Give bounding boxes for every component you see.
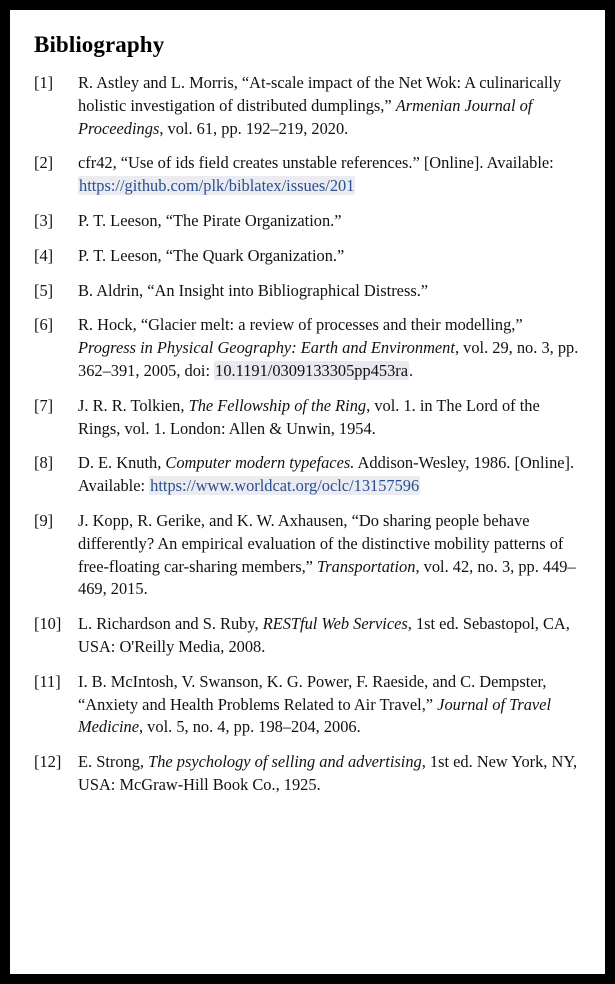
entry-text-run: , vol. 5, no. 4, pp. 198–204, 2006. xyxy=(138,717,361,737)
entry-title-italic: Armenian Journal of Proceedings xyxy=(78,95,533,138)
bibliography-entry xyxy=(34,395,581,441)
entry-text xyxy=(78,280,581,303)
bibliography-entry xyxy=(34,452,581,498)
entry-number: [12] xyxy=(34,752,62,772)
bibliography-entry xyxy=(34,280,581,303)
page-title: Bibliography xyxy=(34,32,165,57)
entry-text-run: P. T. Leeson, “The Quark Organization.” xyxy=(78,245,345,265)
entry-text-run: B. Aldrin, “An Insight into Bibliographical Distress.” xyxy=(78,280,429,300)
entry-title-italic: RESTful Web Services xyxy=(262,614,408,634)
entry-text-run: R. Astley and L. Morris, “At-scale impact of the Net Wok: A culinarically holistic investigation of distributed dumplings,” xyxy=(78,73,562,115)
entry-text-run: D. E. Knuth, xyxy=(78,453,166,473)
entry-text xyxy=(78,72,581,140)
entry-text-run: . xyxy=(409,360,414,380)
entry-text-run: , 1st ed. New York, NY, USA: McGraw-Hill Book Co., 1925. xyxy=(78,752,578,794)
bibliography-entry xyxy=(34,152,581,198)
entry-text xyxy=(78,395,581,441)
entry-number: [5] xyxy=(34,280,54,300)
entry-text-run: L. Richardson and S. Ruby, xyxy=(78,614,263,634)
entry-text-run: E. Strong, xyxy=(78,752,149,772)
bibliography-entry xyxy=(34,245,581,268)
entry-text xyxy=(78,152,581,198)
bibliography-entry xyxy=(34,510,581,601)
bibliography-entry xyxy=(34,210,581,233)
entry-text xyxy=(78,452,581,498)
entry-number: [7] xyxy=(34,395,54,415)
bibliography-entry xyxy=(34,671,581,739)
entry-text xyxy=(78,510,581,601)
entry-title-italic: The psychology of selling and advertising xyxy=(148,752,422,772)
entry-number: [9] xyxy=(34,510,54,530)
entry-title-italic: Transportation xyxy=(317,556,416,576)
entry-number: [10] xyxy=(34,614,62,634)
entry-text-run: , vol. 42, no. 3, pp. 449–469, 2015. xyxy=(78,556,576,599)
bibliography-entry xyxy=(34,72,581,140)
bibliography-entry xyxy=(34,613,581,659)
entry-number: [8] xyxy=(34,453,54,473)
entry-text-run: Addison-Wesley, 1986. [Online]. Available: xyxy=(78,453,575,496)
entry-text-run: I. B. McIntosh, V. Swanson, K. G. Power, F. Raeside, and C. Dempster, “Anxiety and Health Problems Related to Air Travel,” xyxy=(78,671,547,714)
entry-number: [11] xyxy=(34,671,61,691)
entry-title-italic: Computer modern typefaces. xyxy=(165,453,355,473)
entry-text xyxy=(78,671,581,739)
entry-text-run: cfr42, “Use of ids field creates unstable references.” [Online]. Available: xyxy=(78,153,554,173)
document-page xyxy=(10,10,605,974)
entry-title-italic: Progress in Physical Geography: Earth and Environment xyxy=(78,338,455,358)
entry-text-run: R. Hock, “Glacier melt: a review of processes and their modelling,” xyxy=(78,315,523,335)
entry-number: [2] xyxy=(34,153,54,173)
bibliography-entry xyxy=(34,751,581,797)
entry-text xyxy=(78,314,581,382)
entry-number: [3] xyxy=(34,210,54,230)
entry-title-italic: The Fellowship of the Ring xyxy=(188,395,367,415)
entry-text xyxy=(78,613,581,659)
entry-text xyxy=(78,210,581,233)
entry-title-italic: Journal of Travel Medicine xyxy=(78,694,551,737)
entry-text-run: J. R. R. Tolkien, xyxy=(78,395,189,415)
entry-text xyxy=(78,245,581,268)
entry-text-run: J. Kopp, R. Gerike, and K. W. Axhausen, “Do sharing people behave differently? An empirical evaluation of the distinctive mobility patterns of free-floating car-sharing members,” xyxy=(78,510,564,576)
entry-text-run: , vol. 1. in The Lord of the Rings, vol. 1. London: Allen & Unwin, 1954. xyxy=(78,395,540,438)
entry-url-link[interactable]: https://www.worldcat.org/oclc/13157596 xyxy=(150,476,420,496)
bibliography-entry xyxy=(34,314,581,382)
entry-doi-link[interactable]: 10.1191/0309133305pp453ra xyxy=(215,360,409,380)
entry-number: [1] xyxy=(34,73,54,92)
entry-text-run: , vol. 29, no. 3, pp. 362–391, 2005, doi: xyxy=(78,338,579,380)
entry-text-run: P. T. Leeson, “The Pirate Organization.” xyxy=(78,210,342,230)
bibliography-list xyxy=(34,72,581,797)
entry-url-link[interactable]: https://github.com/plk/biblatex/issues/201 xyxy=(79,176,355,196)
entry-text-run: , vol. 61, pp. 192–219, 2020. xyxy=(159,118,349,138)
entry-number: [6] xyxy=(34,315,54,335)
entry-number: [4] xyxy=(34,245,54,265)
entry-text-run: , 1st ed. Sebastopol, CA, USA: O'Reilly Media, 2008. xyxy=(78,614,570,656)
entry-text xyxy=(78,751,581,797)
